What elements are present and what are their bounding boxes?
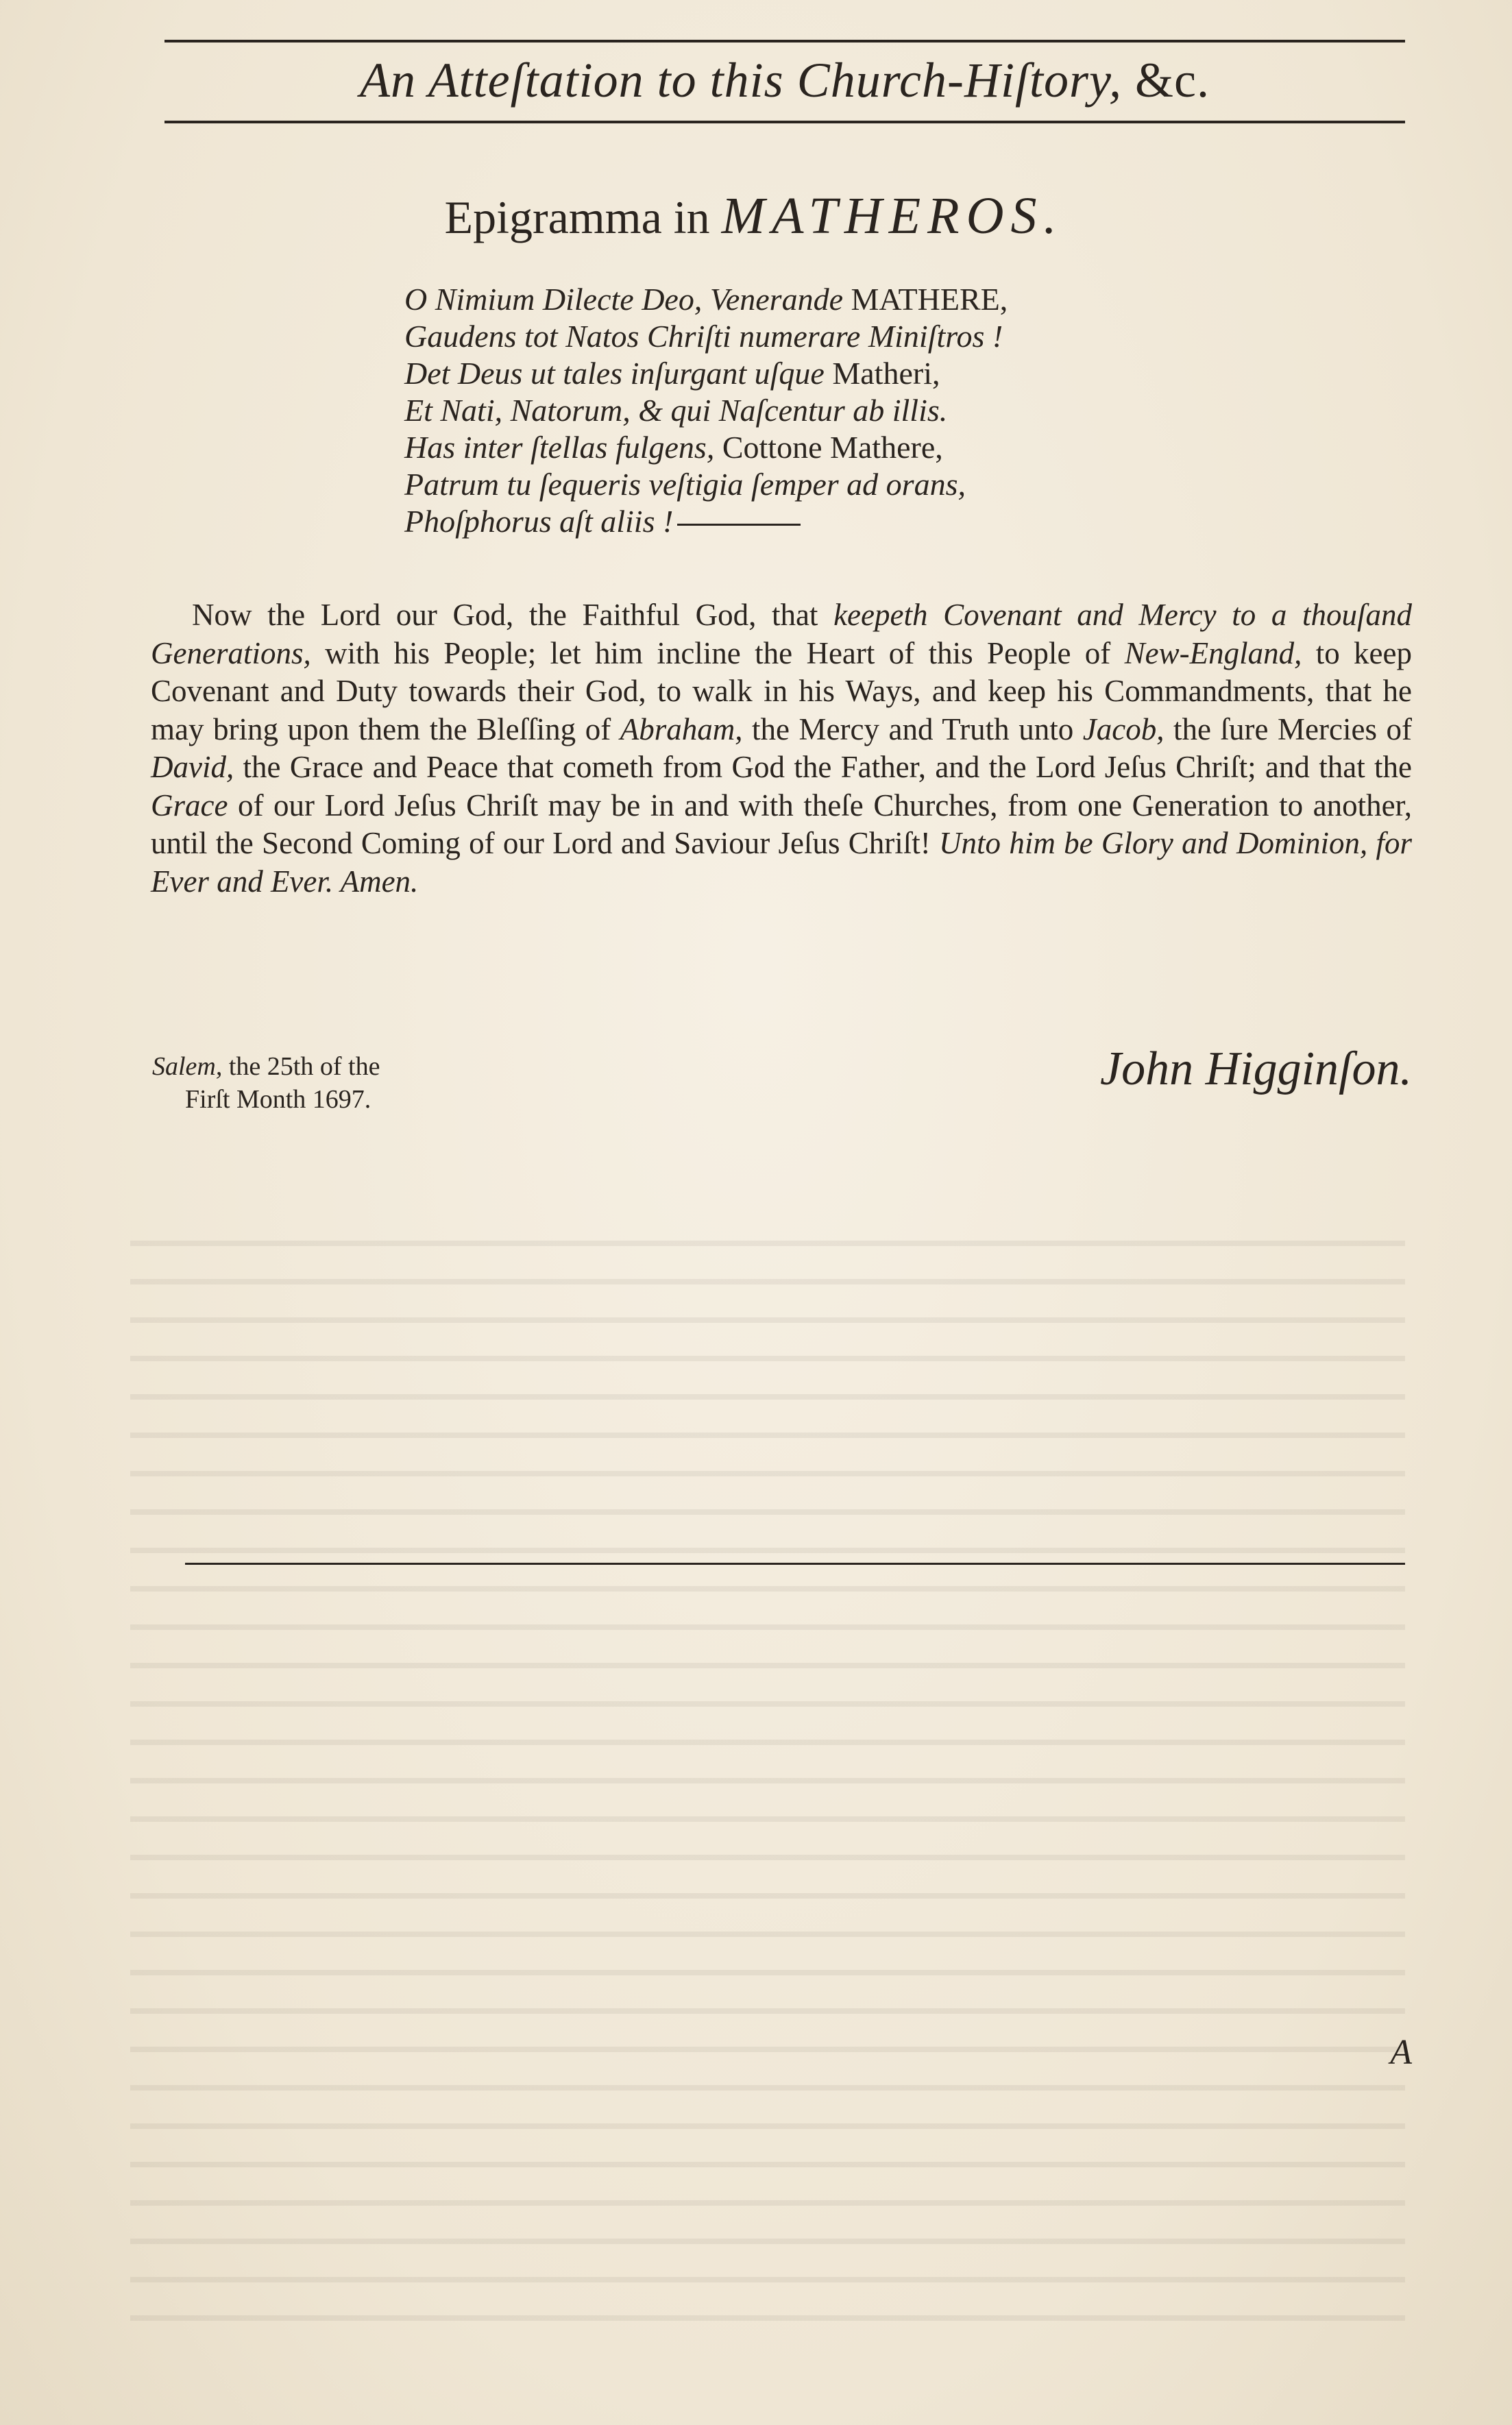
poem-line-roman: Matheri,: [832, 356, 940, 391]
prose-text: with his People; let him incline the Heart of this People of: [310, 635, 1125, 670]
poem-line: [404, 503, 1193, 540]
poem-line: [404, 466, 1193, 503]
epigram-title: [302, 182, 1206, 250]
date-line: [152, 1050, 509, 1116]
date-text: the 25th of the: [222, 1052, 380, 1081]
prose-text: Now the Lord our God, the Faithful God, that: [192, 598, 834, 632]
prose-text: the Grace and Peace that cometh from God the Father, and the Lord Jeſus Chriſt; and that the: [234, 750, 1412, 784]
prose-italic: David,: [151, 750, 234, 784]
epigram-title-name: MATHEROS.: [721, 187, 1064, 245]
prose-italic: Abraham,: [620, 711, 743, 746]
running-head: [164, 42, 1405, 118]
benediction-paragraph: [151, 596, 1412, 901]
prose-italic: keepeth Covenant and Mercy to a thouſand Generations,: [151, 598, 1412, 670]
poem-line: [404, 318, 1193, 355]
place-name: Salem,: [152, 1052, 223, 1081]
poem-line-text: O Nimium Dilecte Deo, Venerande: [404, 282, 851, 317]
poem-line: [404, 355, 1193, 392]
poem-line: [404, 281, 1193, 318]
date-line-1: [152, 1050, 509, 1083]
poem-line-text: Phoſphorus aſt aliis !: [404, 504, 674, 539]
epigram-title-prefix: Epigramma in: [444, 191, 710, 243]
running-head-title: An Atteſtation to this Church-Hiſtory,: [360, 53, 1123, 108]
date-line-2: Firſt Month 1697.: [185, 1085, 371, 1114]
poem-line-text: Et Nati, Natorum, & qui Naſcentur ab illis.: [404, 393, 948, 428]
prose-italic: Unto him be Glory and Dominion, for Ever and Ever. Amen.: [151, 826, 1412, 899]
poem-line-roman: MATHERE,: [851, 282, 1008, 317]
prose-text: of our Lord Jeſus Chriſt may be in and with theſe Churches, from one Generation to another, until the Second Coming of our Lord and Saviour Jeſus Chriſt!: [151, 788, 1412, 860]
prose-italic: New-England,: [1124, 635, 1302, 670]
poem-line-text: Has inter ſtellas fulgens,: [404, 430, 722, 465]
poem-line: [404, 429, 1193, 466]
poem-line-text: Det Deus ut tales inſurgant uſque: [404, 356, 833, 391]
prose-text: the Mercy and Truth unto: [742, 711, 1083, 746]
epigram-poem: [404, 281, 1193, 540]
head-rule: [164, 121, 1405, 123]
prose-italic: Grace: [151, 788, 228, 822]
poem-line-text: Patrum tu ſequeris veſtigia ſemper ad orans,: [404, 467, 966, 502]
poem-end-dash: [677, 524, 801, 526]
running-head-suffix: &c.: [1135, 53, 1210, 108]
prose-text: to keep Covenant and Duty towards their God, to walk in his Ways, and keep his Commandments, that he may bring upon them the Bleſſing of: [151, 635, 1412, 746]
prose-italic: Jacob,: [1082, 711, 1165, 746]
signature-mark: A: [1390, 2033, 1412, 2072]
bottom-rule: [185, 1563, 1405, 1565]
show-through-text: [130, 1220, 1405, 2351]
poem-line-text: Gaudens tot Natos Chriſti numerare Miniſtros !: [404, 319, 1003, 354]
poem-line-roman: Cottone Mathere,: [722, 430, 943, 465]
signature: John Higginſon.: [1100, 1043, 1412, 1095]
poem-line: [404, 392, 1193, 429]
prose-text: the ſure Mercies of: [1164, 711, 1412, 746]
